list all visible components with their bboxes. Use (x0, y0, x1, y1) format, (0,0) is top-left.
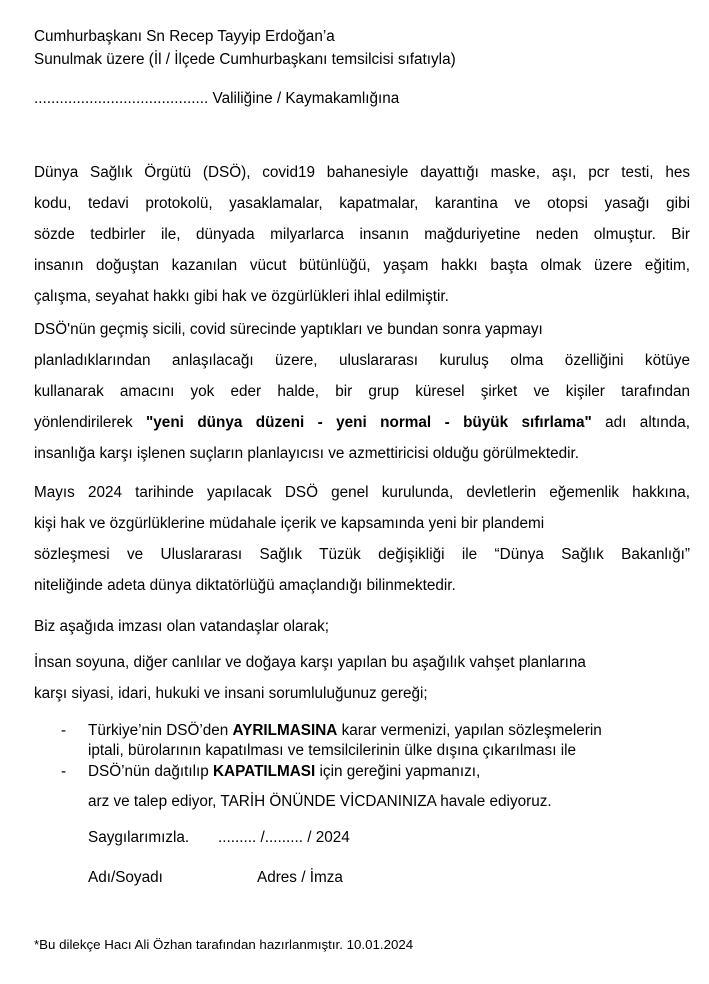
address-signature-label: Adres / İmza (257, 869, 343, 886)
paragraph2-line-emphasis (34, 413, 690, 433)
paragraph2-line: planladıklarından anlaşılacağı üzere, uluslararası kuruluş olma özelliğini kötüye (34, 352, 690, 369)
date-field: ......... /......... / 2024 (218, 829, 350, 846)
paragraph3-line: niteliğinde adeta dünya diktatörlüğü amaçlandığı bilinmektedir. (34, 577, 456, 594)
bullet-bold: KAPATILMASI (213, 763, 316, 780)
paragraph1-line: insanın doğuştan kazanılan vücut bütünlüğü, yaşam hakkı başta olmak üzere eğitim, (34, 257, 690, 274)
header-subtitle: Sunulmak üzere (İl / İlçede Cumhurbaşkanı temsilcisi sıfatıyla) (34, 51, 456, 68)
footnote: *Bu dilekçe Hacı Ali Özhan tarafından hazırlanmıştır. 10.01.2024 (34, 937, 414, 952)
bullet-dash: - (61, 722, 67, 739)
bullet-item-1 (88, 721, 602, 741)
bullet-dash: - (61, 763, 67, 780)
bullet-item-2 (88, 762, 480, 782)
recipient-line: ......................................... Valiliğine / Kaymakamlığına (34, 90, 400, 107)
bullet-text: Türkiye’nin DSÖ’den (88, 722, 233, 739)
paragraph3-line: sözleşmesi ve Uluslararası Sağlık Tüzük değişikliği ile “Dünya Sağlık Bakanlığı” (34, 546, 690, 563)
paragraph2-text: yönlendirilerek (34, 414, 147, 431)
regards-text: Saygılarımızla. (88, 829, 190, 846)
paragraph4-line: Biz aşağıda imzası olan vatandaşlar olarak; (34, 618, 330, 635)
paragraph5-line: karşı siyasi, idari, hukuki ve insani sorumluluğunuz gereği; (34, 685, 428, 702)
paragraph2-line: DSÖ'nün geçmiş sicili, covid sürecinde yaptıkları ve bundan sonra yapmayı (34, 321, 543, 338)
bullet-text: karar vermenizi, yapılan sözleşmelerin (337, 722, 602, 739)
closing-statement: arz ve talep ediyor, TARİH ÖNÜNDE VİCDANINIZA havale ediyoruz. (88, 793, 552, 810)
bullet-text: DSÖ’nün dağıtılıp (88, 763, 213, 780)
bullet-bold: AYRILMASINA (232, 722, 338, 739)
paragraph2-line: kullanarak amacını yok eder halde, bir grup küresel şirket ve kişiler tarafından (34, 383, 690, 400)
paragraph1-line: çalışma, seyahat hakkı gibi hak ve özgürlükleri ihlal edilmiştir. (34, 288, 449, 305)
bullet-item-1-continued: iptali, bürolarının kapatılması ve temsilcilerinin ülke dışına çıkarılması ile (88, 742, 576, 759)
paragraph2-line: insanlığa karşı işlenen suçların planlayıcısı ve azmettiricisi olduğu görülmektedir. (34, 445, 579, 462)
header-addressee: Cumhurbaşkanı Sn Recep Tayyip Erdoğan’a (34, 28, 335, 45)
paragraph2-text: adı altında, (591, 414, 690, 431)
slogan-bold: "yeni dünya düzeni - yeni normal - büyük sıfırlama" (146, 414, 592, 431)
paragraph1-line: kodu, tedavi protokolü, yasaklamalar, kapatmalar, karantina ve otopsi yasağı gibi (34, 195, 690, 212)
paragraph5-line: İnsan soyuna, diğer canlılar ve doğaya karşı yapılan bu aşağılık vahşet planlarına (34, 654, 586, 671)
paragraph3-line: Mayıs 2024 tarihinde yapılacak DSÖ genel kurulunda, devletlerin eğemenlik hakkına, (34, 484, 690, 501)
paragraph1-line: Dünya Sağlık Örgütü (DSÖ), covid19 bahanesiyle dayattığı maske, aşı, pcr testi, hes (34, 164, 690, 181)
bullet-text: için gereğini yapmanızı, (315, 763, 481, 780)
paragraph3-line: kişi hak ve özgürlüklerine müdahale içerik ve kapsamında yeni bir plandemi (34, 515, 545, 532)
paragraph1-line: sözde tedbirler ile, dünyada milyarlarca insanın mağduriyetine neden olmuştur. Bir (34, 226, 690, 243)
name-label: Adı/Soyadı (88, 869, 163, 886)
